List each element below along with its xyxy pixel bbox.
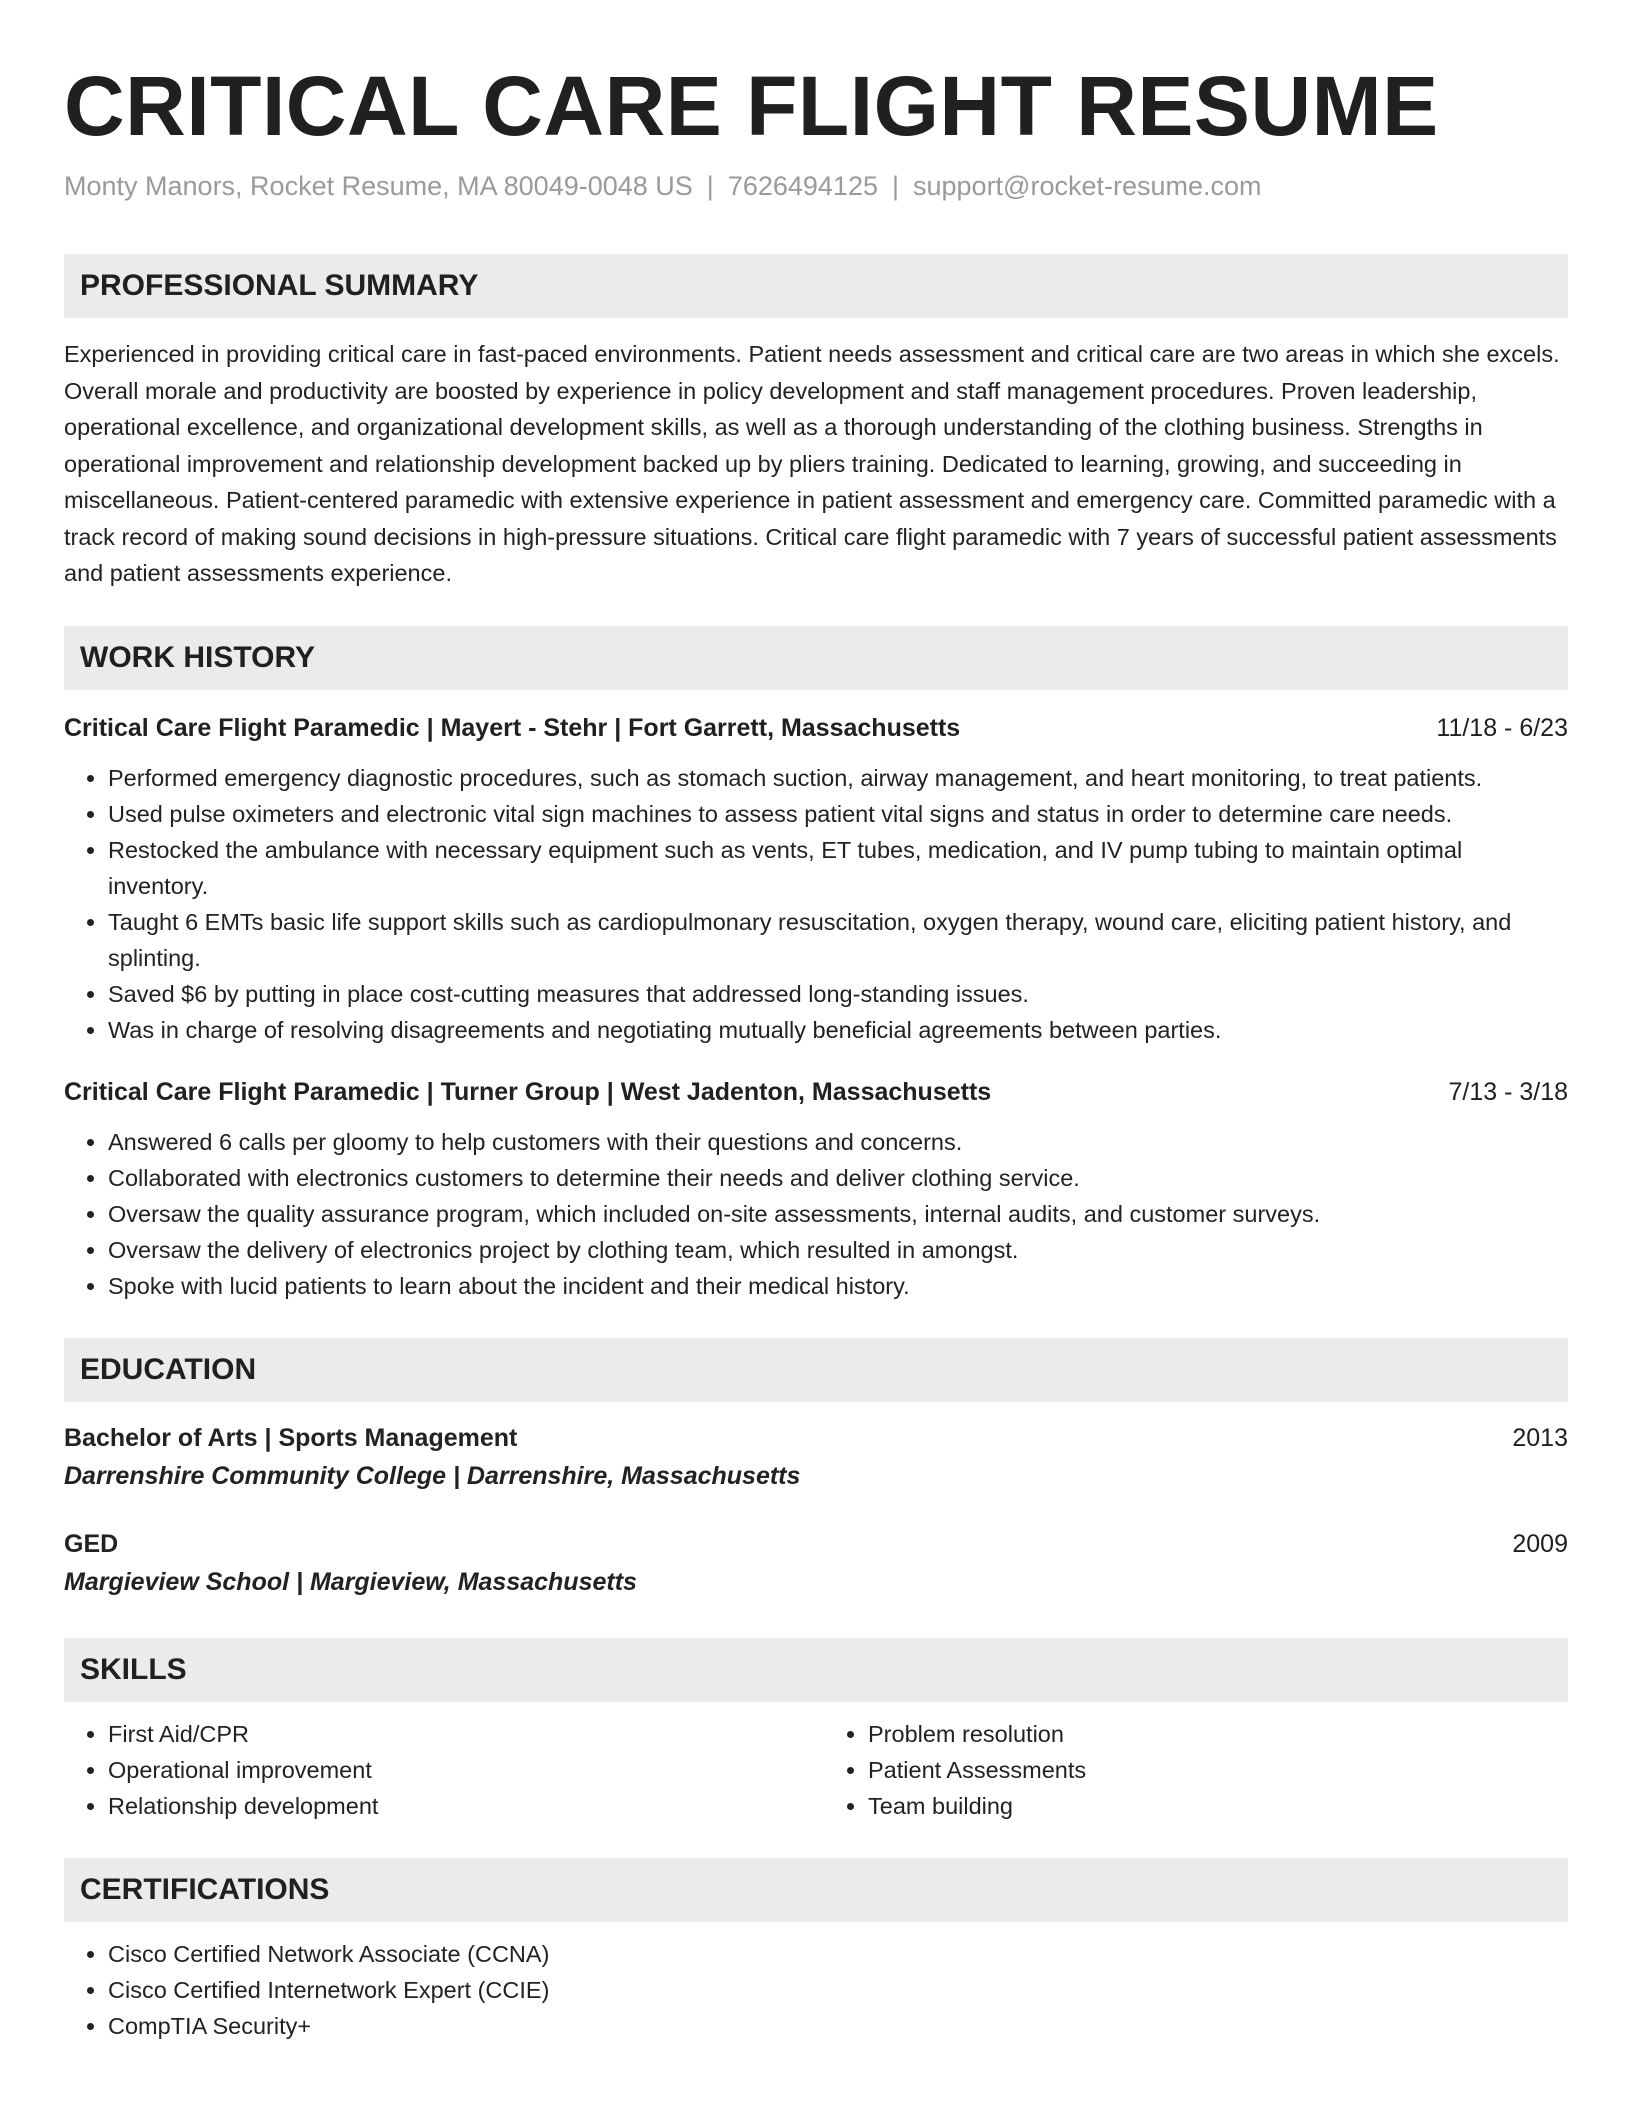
certification-item: • Cisco Certified Network Associate (CCNA): [108, 1936, 1568, 1972]
job-bullet: • Collaborated with electronics customers to determine their needs and deliver clothing service.: [108, 1160, 1568, 1196]
contact-phone: 7626494125: [727, 171, 878, 201]
skills-column-right: [808, 1716, 1568, 1824]
job-title: Critical Care Flight Paramedic | Mayert - Stehr | Fort Garrett, Massachusetts: [64, 713, 961, 742]
skills-column-left: [64, 1716, 808, 1824]
job-header: [64, 710, 1568, 746]
education-degree: Bachelor of Arts | Sports Management: [64, 1423, 518, 1452]
job-bullet: • Saved $6 by putting in place cost-cutting measures that addressed long-standing issues.: [108, 976, 1568, 1012]
job-bullet: • Oversaw the delivery of electronics project by clothing team, which resulted in amongst.: [108, 1232, 1568, 1268]
contact-separator: |: [891, 171, 899, 201]
job-dates: 7/13 - 3/18: [1448, 1077, 1568, 1106]
job-bullet: • Performed emergency diagnostic procedures, such as stomach suction, airway management, and heart monitoring, to treat patients.: [108, 760, 1568, 796]
summary-text: Experienced in providing critical care in fast-paced environments. Patient needs assessment and critical care are two areas in which she excels. Overall morale and productivity are boosted by experience in policy development and staff management procedures. Proven leadership, operational excellence, and organizational development skills, as well as a thorough understanding of the clothing business. Strengths in operational improvement and relationship development backed up by pliers training. Dedicated to learning, growing, and succeeding in miscellaneous. Patient-centered paramedic with extensive experience in patient assessment and emergency care. Committed paramedic with a track record of making sound decisions in high-pressure situations. Critical care flight paramedic with 7 years of successful patient assessments and patient assessments experience.: [64, 341, 1560, 586]
section-header-work-history: WORK HISTORY: [64, 626, 1568, 690]
education-header: [64, 1526, 1568, 1562]
section-header-skills: SKILLS: [64, 1638, 1568, 1702]
contact-line: [64, 168, 1568, 204]
job-bullets: [64, 760, 1568, 1048]
skill-item: • First Aid/CPR: [108, 1716, 808, 1752]
certifications-list: [64, 1936, 1568, 2044]
skill-item: • Team building: [868, 1788, 1568, 1824]
education-school: Margieview School | Margieview, Massachusetts: [64, 1567, 637, 1596]
skill-item: • Relationship development: [108, 1788, 808, 1824]
education-entry: [64, 1526, 1568, 1602]
education-degree: GED: [64, 1529, 119, 1558]
education-header: [64, 1420, 1568, 1456]
job-bullet: • Used pulse oximeters and electronic vital sign machines to assess patient vital signs and status in order to determine care needs.: [108, 796, 1568, 832]
job-bullet: • Oversaw the quality assurance program, which included on-site assessments, internal audits, and customer surveys.: [108, 1196, 1568, 1232]
skill-item: • Problem resolution: [868, 1716, 1568, 1752]
job-bullet: • Restocked the ambulance with necessary equipment such as vents, ET tubes, medication, and IV pump tubing to maintain optimal inventory.: [108, 832, 1568, 904]
job-title: Critical Care Flight Paramedic | Turner Group | West Jadenton, Massachusetts: [64, 1077, 992, 1106]
certification-item: • Cisco Certified Internetwork Expert (CCIE): [108, 1972, 1568, 2008]
section-header-summary: PROFESSIONAL SUMMARY: [64, 254, 1568, 318]
skill-item: • Patient Assessments: [868, 1752, 1568, 1788]
skills-list: [64, 1716, 1568, 1824]
job-bullet: • Spoke with lucid patients to learn about the incident and their medical history.: [108, 1268, 1568, 1304]
job-header: [64, 1074, 1568, 1110]
job-dates: 11/18 - 6/23: [1436, 713, 1568, 742]
skill-item: • Operational improvement: [108, 1752, 808, 1788]
resume-title: CRITICAL CARE FLIGHT RESUME: [64, 59, 1439, 153]
contact-separator: |: [706, 171, 714, 201]
job-bullet: • Was in charge of resolving disagreements and negotiating mutually beneficial agreements between parties.: [108, 1012, 1568, 1048]
job-bullet: • Taught 6 EMTs basic life support skills such as cardiopulmonary resuscitation, oxygen therapy, wound care, eliciting patient history, and splinting.: [108, 904, 1568, 976]
job-bullet: • Answered 6 calls per gloomy to help customers with their questions and concerns.: [108, 1124, 1568, 1160]
contact-email: support@rocket-resume.com: [913, 171, 1262, 201]
section-header-education: EDUCATION: [64, 1338, 1568, 1402]
contact-address: Monty Manors, Rocket Resume, MA 80049-0048 US: [64, 171, 693, 201]
education-year: 2009: [1512, 1529, 1568, 1558]
job-bullets: [64, 1124, 1568, 1304]
job-entry: [64, 1074, 1568, 1304]
education-year: 2013: [1512, 1423, 1568, 1452]
certification-item: • CompTIA Security+: [108, 2008, 1568, 2044]
job-entry: [64, 710, 1568, 1048]
education-school: Darrenshire Community College | Darrenshire, Massachusetts: [64, 1461, 801, 1490]
section-header-certifications: CERTIFICATIONS: [64, 1858, 1568, 1922]
education-entry: [64, 1420, 1568, 1496]
